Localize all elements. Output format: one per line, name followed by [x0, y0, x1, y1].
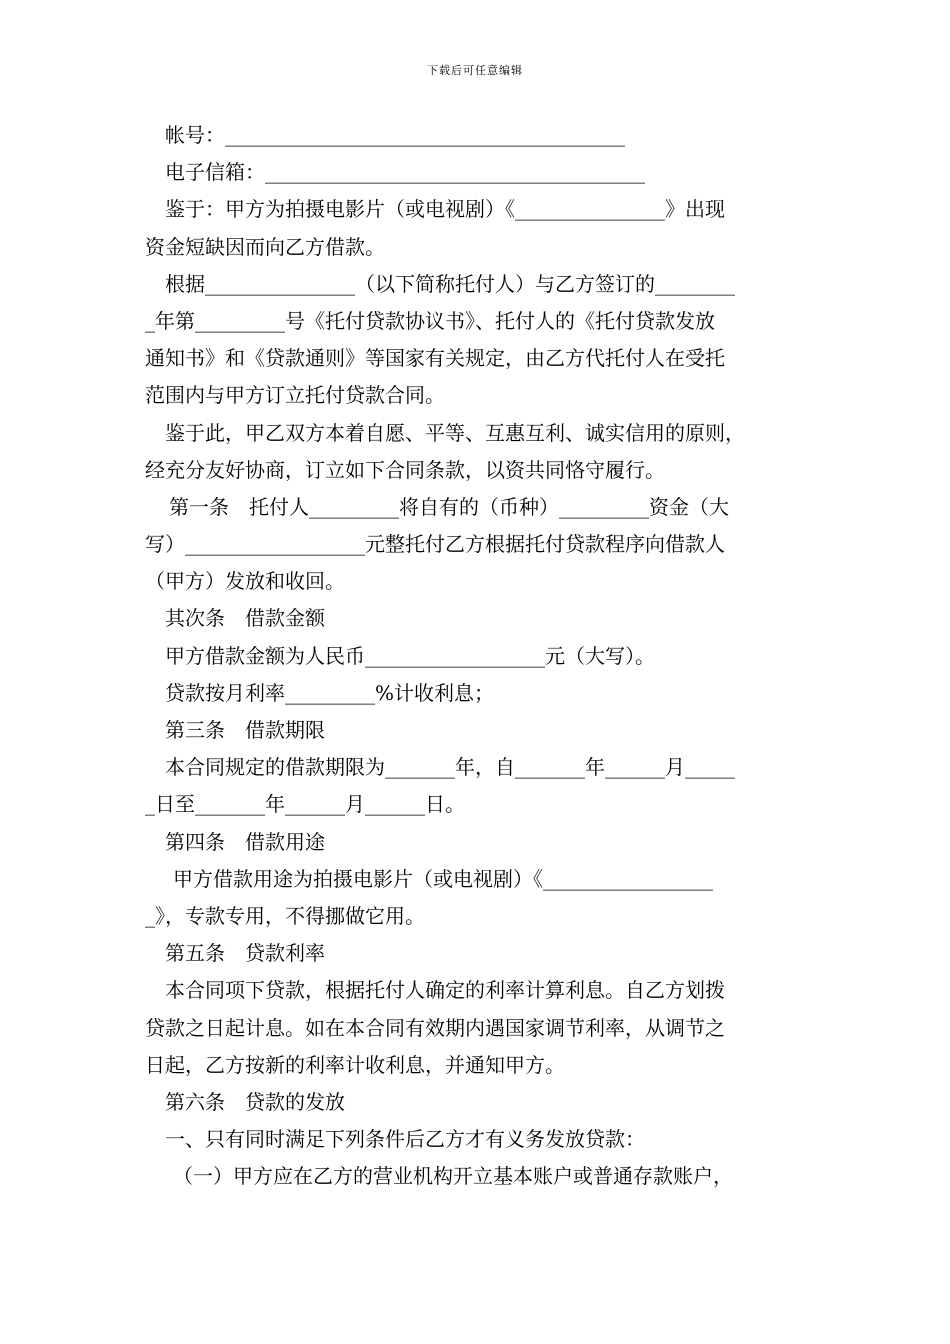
text-line: 通知书》和《贷款通则》等国家有关规定，由乙方代托付人在受托	[145, 346, 725, 371]
text-line: 本合同项下贷款，根据托付人确定的利率计算利息。自乙方划拨	[165, 978, 725, 1003]
page-header: 下载后可任意编辑	[427, 64, 523, 77]
text-line: 资金短缺因而向乙方借款。	[145, 234, 385, 259]
text-line: 第一条 托付人_________将自有的（币种）_________资金（大	[169, 494, 729, 519]
text-line: 经充分友好协商，订立如下合同条款，以资共同恪守履行。	[145, 457, 665, 482]
text-line: 一、只有同时满足下列条件后乙方才有义务发放贷款：	[165, 1127, 645, 1152]
text-line: 鉴于此，甲乙双方本着自愿、平等、互惠互利、诚实信用的原则，	[165, 420, 745, 445]
document-body	[145, 117, 810, 1195]
text-line: （一）甲方应在乙方的营业机构开立基本账户或普通存款账户，	[173, 1164, 733, 1189]
text-line: 第六条 贷款的发放	[165, 1089, 345, 1114]
text-line: 甲方借款金额为人民币__________________元（大写）。	[165, 643, 655, 668]
text-line: （甲方）发放和收回。	[145, 569, 345, 594]
text-line: _》，专款专用，不得挪做它用。	[145, 903, 425, 928]
text-line: 甲方借款用途为拍摄电影片（或电视剧）《_________________	[173, 866, 713, 891]
text-line: 鉴于：甲方为拍摄电影片（或电视剧）《_______________》出现	[165, 197, 725, 222]
text-line: 其次条 借款金额	[165, 606, 325, 631]
text-line: 根据_______________（以下简称托付人）与乙方签订的________	[165, 271, 735, 296]
text-line: 帐号：________________________________________	[165, 123, 625, 147]
text-line: _年第_________号《托付贷款协议书》、托付人的《托付贷款发放	[145, 308, 715, 333]
text-line: 第五条 贷款利率	[165, 941, 325, 966]
text-line: 写）__________________元整托付乙方根据托付贷款程序向借款人	[145, 532, 725, 557]
text-line: 本合同规定的借款期限为_______年，自_______年______月_____	[165, 755, 735, 780]
text-line: _日至_______年______月______日。	[145, 792, 465, 817]
text-line: 第三条 借款期限	[165, 718, 325, 742]
text-line: 日起，乙方按新的利率计收利息，并通知甲方。	[145, 1052, 565, 1077]
text-line: 第四条 借款用途	[165, 829, 325, 854]
text-line: 贷款按月利率_________%计收利息；	[165, 680, 495, 705]
text-line: 贷款之日起计息。如在本合同有效期内遇国家调节利率，从调节之	[145, 1015, 725, 1040]
text-line: 范围内与甲方订立托付贷款合同。	[145, 383, 445, 408]
text-line: 电子信箱：______________________________________	[165, 160, 645, 185]
